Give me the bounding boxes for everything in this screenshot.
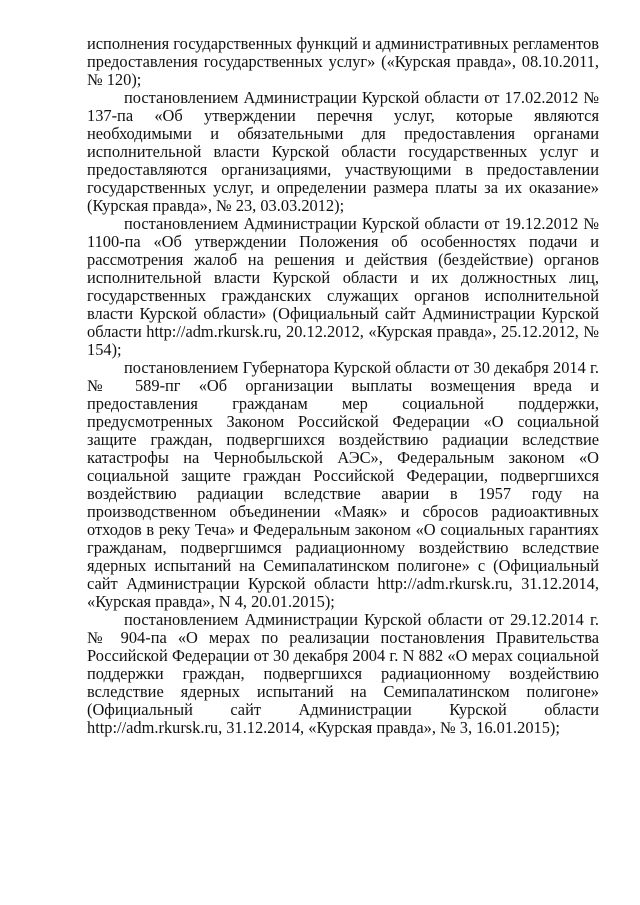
paragraph-decree-904-pa: постановлением Администрации Курской области от 29.12.2014 г. № 904-па «О мерах по реализации постановления Правительства Российской Федерации от 30 декабря 2004 г. N 882 «О мерах социальной поддержки граждан, подвергшихся радиационному воздействию вследствие ядерных испытаний на Семипалатинском полигоне» (Официальный сайт Администрации Курской области http://adm.rkursk.ru, 31.12.2014, «Курская правда», № 3, 16.01.2015); — [87, 610, 599, 737]
paragraph-continuation: исполнения государственных функций и административных регламентов предоставления государственных услуг» («Курская правда», 08.10.2011, № 120); — [87, 34, 599, 89]
paragraph-decree-137-pa: постановлением Администрации Курской области от 17.02.2012 № 137-па «Об утверждении перечня услуг, которые являются необходимыми и обязательными для предоставления органами исполнительной власти Курской области государственных услуг и предоставляются организациями, участвующими в предоставлении государственных услуг, и определении размера платы за их оказание» (Курская правда», № 23, 03.03.2012); — [87, 88, 599, 215]
paragraph-decree-1100-pa: постановлением Администрации Курской области от 19.12.2012 № 1100-па «Об утверждении Положения об особенностях подачи и рассмотрения жалоб на решения и действия (бездействие) органов исполнительной власти Курской области и их должностных лиц, государственных гражданских служащих органов исполнительной власти Курской области» (Официальный сайт Администрации Курской области http://adm.rkursk.ru, 20.12.2012, «Курская правда», 25.12.2012, № 154); — [87, 214, 599, 359]
document-page — [87, 35, 599, 737]
paragraph-decree-589-pg: постановлением Губернатора Курской области от 30 декабря 2014 г. № 589-пг «Об организации выплаты возмещения вреда и предоставления гражданам мер социальной поддержки, предусмотренных Законом Российской Федерации «О социальной защите граждан, подвергшихся воздействию радиации вследствие катастрофы на Чернобыльской АЭС», Федеральным законом «О социальной защите граждан Российской Федерации, подвергшихся воздействию радиации вследствие аварии в 1957 году на производственном объединении «Маяк» и сбросов радиоактивных отходов в реку Теча» и Федеральным законом «О социальных гарантиях гражданам, подвергшимся радиационному воздействию вследствие ядерных испытаний на Семипалатинском полигоне» с (Официальный сайт Администрации Курской области http://adm.rkursk.ru, 31.12.2014, «Курская правда», N 4, 20.01.2015); — [87, 358, 599, 611]
